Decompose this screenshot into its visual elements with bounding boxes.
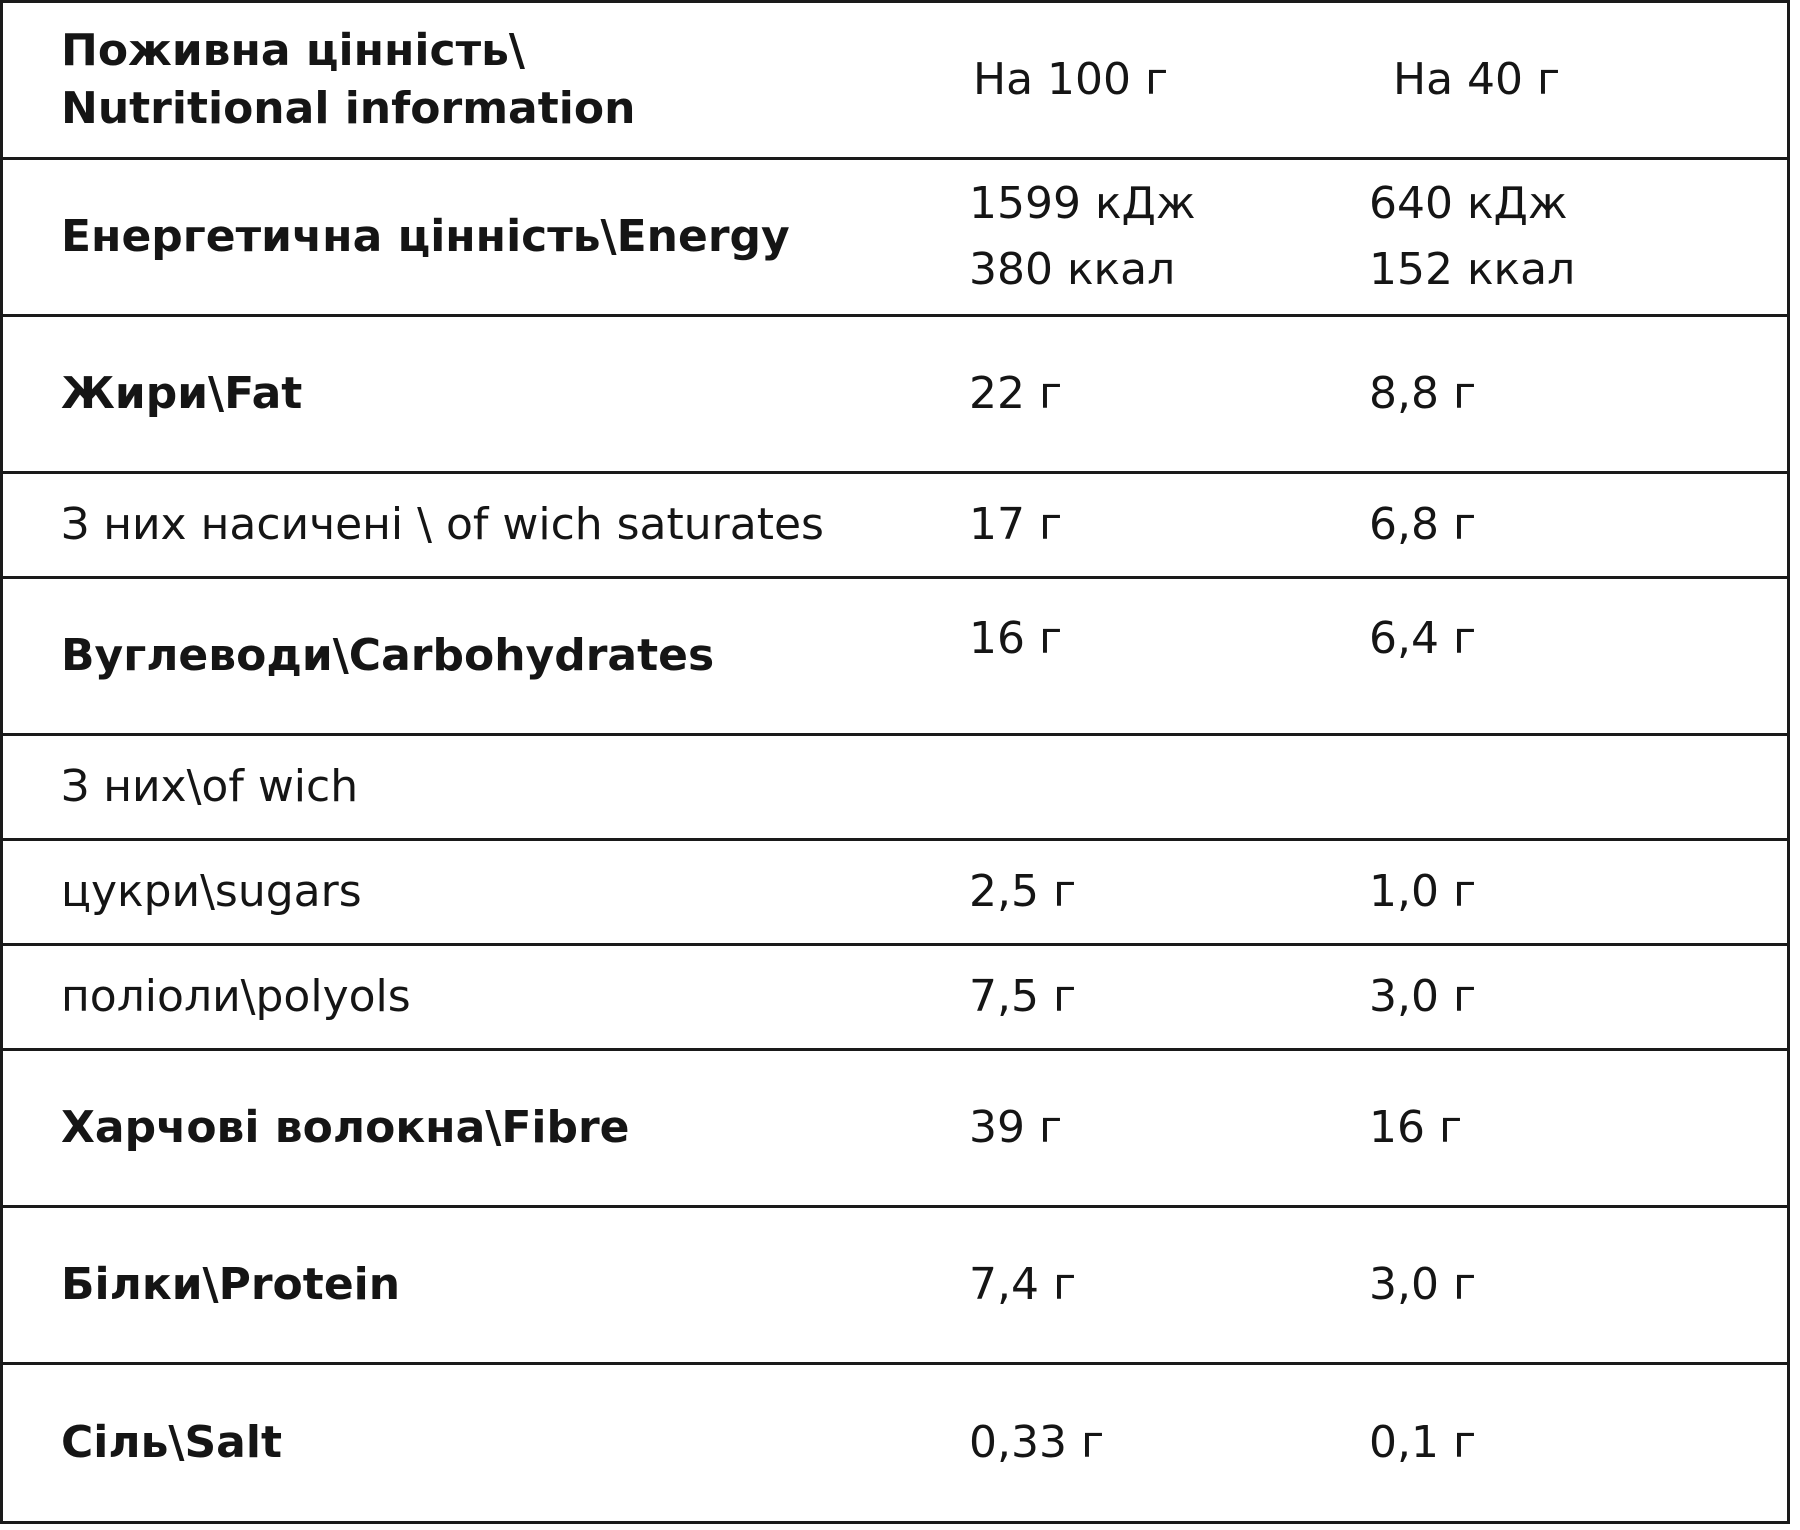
table-row [3, 160, 1787, 317]
row-per40: 6,4 г [1369, 613, 1477, 664]
row-per100-cell [969, 1051, 1349, 1205]
row-label: Жири\Fat [61, 368, 303, 419]
row-label: Харчові волокна\Fibre [61, 1102, 630, 1153]
header-per100-cell [973, 3, 1353, 157]
row-label: З них насичені \ of wich saturates [61, 499, 824, 550]
row-label: Вуглеводи\Carbohydrates [61, 630, 715, 681]
row-per40-cell [1369, 841, 1769, 943]
row-per40: 6,8 г [1369, 499, 1477, 550]
row-per40-cell [1369, 946, 1769, 1048]
header-per40: На 40 г [1393, 54, 1561, 105]
header-per40-cell [1393, 3, 1793, 157]
row-label: цукри\sugars [61, 866, 362, 917]
row-per40: 8,8 г [1369, 368, 1477, 419]
table-row [3, 841, 1787, 946]
row-per40-kcal: 152 ккал [1369, 244, 1576, 295]
row-label-cell [61, 736, 941, 838]
row-label: Енергетична цінність\Energy [61, 211, 790, 262]
row-per100-kcal: 380 ккал [969, 244, 1176, 295]
header-per100: На 100 г [973, 54, 1169, 105]
row-per100-cell [969, 946, 1349, 1048]
row-per40: 3,0 г [1369, 1259, 1477, 1310]
row-per100: 7,5 г [969, 971, 1077, 1022]
table-row [3, 946, 1787, 1051]
row-per40: 0,1 г [1369, 1417, 1477, 1468]
row-per40-cell [1369, 1051, 1769, 1205]
row-per100: 0,33 г [969, 1417, 1105, 1468]
row-per40: 1,0 г [1369, 866, 1477, 917]
table-row [3, 1208, 1787, 1365]
header-title-cell [61, 3, 941, 157]
row-per100-cell [969, 841, 1349, 943]
row-per100: 17 г [969, 499, 1063, 550]
row-label-cell [61, 946, 941, 1048]
row-label-cell [61, 474, 941, 576]
row-label: З них\of wich [61, 761, 359, 812]
table-row [3, 736, 1787, 841]
row-per40-cell [1369, 160, 1769, 314]
table-row [3, 1051, 1787, 1208]
row-per100: 22 г [969, 368, 1063, 419]
row-per40-kj: 640 кДж [1369, 178, 1568, 229]
table-row [3, 317, 1787, 474]
row-label-cell [61, 579, 941, 733]
row-per100-cell [969, 736, 1349, 838]
table-row [3, 1365, 1787, 1521]
row-per100-kj: 1599 кДж [969, 178, 1196, 229]
row-label: поліоли\polyols [61, 971, 411, 1022]
row-label-cell [61, 1051, 941, 1205]
row-per100-cell [969, 474, 1349, 576]
row-per40-cell [1369, 317, 1769, 471]
header-title-line1: Поживна цінність\ [61, 25, 525, 76]
row-per100-cell [969, 317, 1349, 471]
row-per100-cell [969, 579, 1349, 733]
header-row [3, 3, 1787, 160]
table-row [3, 474, 1787, 579]
row-label-cell [61, 841, 941, 943]
row-per100: 2,5 г [969, 866, 1077, 917]
row-per100-cell [969, 160, 1349, 314]
row-label-cell [61, 1208, 941, 1362]
row-per100: 7,4 г [969, 1259, 1077, 1310]
row-per40-cell [1369, 579, 1769, 733]
row-per40-cell [1369, 474, 1769, 576]
header-title-line2: Nutritional information [61, 83, 636, 134]
row-per100: 16 г [969, 613, 1063, 664]
row-per100-cell [969, 1365, 1349, 1521]
row-per100: 39 г [969, 1102, 1063, 1153]
row-per40: 3,0 г [1369, 971, 1477, 1022]
row-label-cell [61, 1365, 941, 1521]
row-per40-cell [1369, 1365, 1769, 1521]
table-row [3, 579, 1787, 736]
row-per100-cell [969, 1208, 1349, 1362]
row-label-cell [61, 160, 941, 314]
row-per40-cell [1369, 1208, 1769, 1362]
row-per40: 16 г [1369, 1102, 1463, 1153]
row-label-cell [61, 317, 941, 471]
row-label: Білки\Protein [61, 1259, 401, 1310]
row-label: Сіль\Salt [61, 1417, 282, 1468]
row-per40-cell [1369, 736, 1769, 838]
